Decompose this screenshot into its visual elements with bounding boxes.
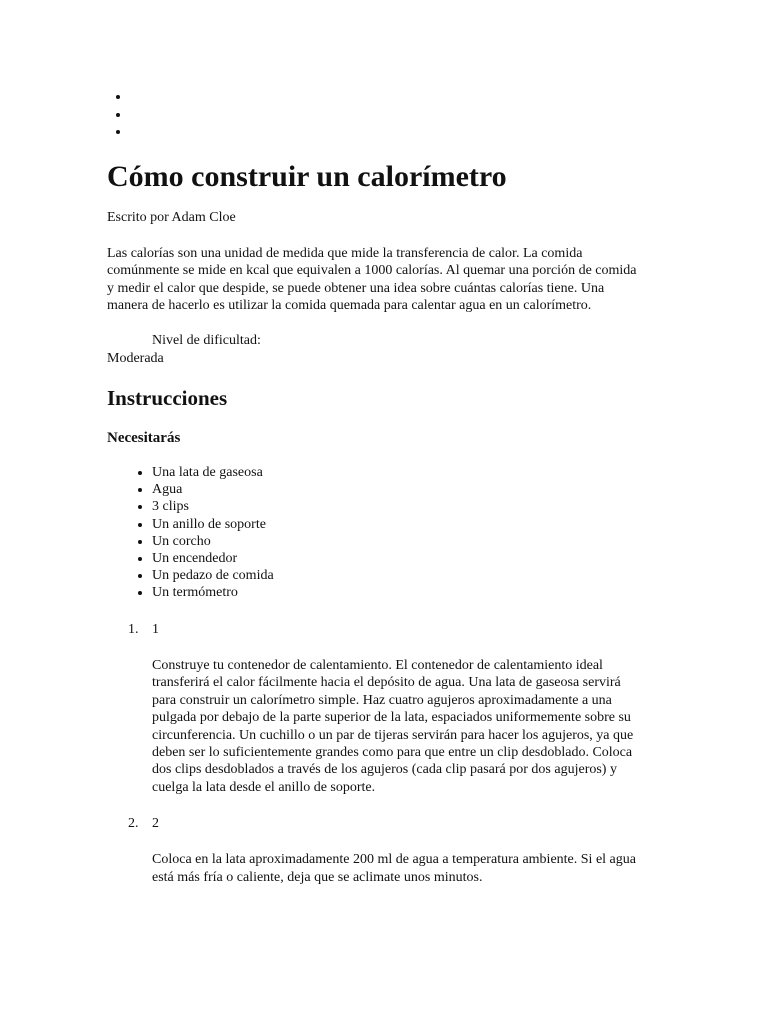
step-item xyxy=(107,815,642,886)
list-item: • Un corcho xyxy=(152,533,274,550)
step-number: 2 xyxy=(152,816,159,832)
difficulty-block xyxy=(107,332,261,367)
article-byline: Escrito por Adam Cloe xyxy=(107,210,236,225)
list-item: • Agua xyxy=(152,481,274,498)
instructions-heading: Instrucciones xyxy=(107,386,228,410)
article-intro: Las calorías son una unidad de medida que mide la transferencia de calor. La comida comúnmente se mide en kcal que equivalen a 1000 calorías. Al quemar una porción de comida y medir el calor que despide, se puede obtener una idea sobre cuántas calorías tiene. Una manera de hacerlo es utilizar la comida quemada para calentar agua en un calorímetro. xyxy=(107,245,637,314)
list-item: • Una lata de gaseosa xyxy=(152,464,274,481)
needs-heading: Necesitarás xyxy=(107,430,181,446)
list-item: • Un encendedor xyxy=(152,550,274,567)
list-item: • Un anillo de soporte xyxy=(152,516,274,533)
step-item xyxy=(107,621,642,796)
step-number: 1 xyxy=(152,622,159,637)
list-item: • Un termómetro xyxy=(152,584,274,601)
step-text: Coloca en la lata aproximadamente 200 ml de agua a temperatura ambiente. Si el agua está más fría o caliente, deja que se aclimate unos minutos. xyxy=(152,852,636,885)
list-item: • 3 clips xyxy=(152,498,274,515)
step-marker: 1. xyxy=(128,622,139,637)
list-item: • Un pedazo de comida xyxy=(152,567,274,584)
difficulty-value: Moderada xyxy=(107,350,164,366)
materials-list xyxy=(107,464,274,602)
step-text: Construye tu contenedor de calentamiento. El contenedor de calentamiento ideal transferirá el calor fácilmente hacia el depósito de agua. Una lata de gaseosa servirá para construir un calorímetro simple. Haz cuatro agujeros aproximadamente a una pulgada por debajo de la parte superior de la lata, espaciados uniformemente sobre su circunferencia. Un cuchillo o un par de tijeras servirán para hacer los agujeros, ya que deben ser lo suficientemente grandes como para que entre un clip desdoblado. Coloca dos clips desdoblados a través de los agujeros (cada clip pasará por dos agujeros) y cuelga la lata desde el anillo de soporte. xyxy=(152,658,634,795)
article-title: Cómo construir un calorímetro xyxy=(107,160,507,193)
difficulty-label: Nivel de dificultad: xyxy=(152,333,261,348)
steps-list xyxy=(107,621,642,905)
step-marker: 2. xyxy=(128,816,139,832)
